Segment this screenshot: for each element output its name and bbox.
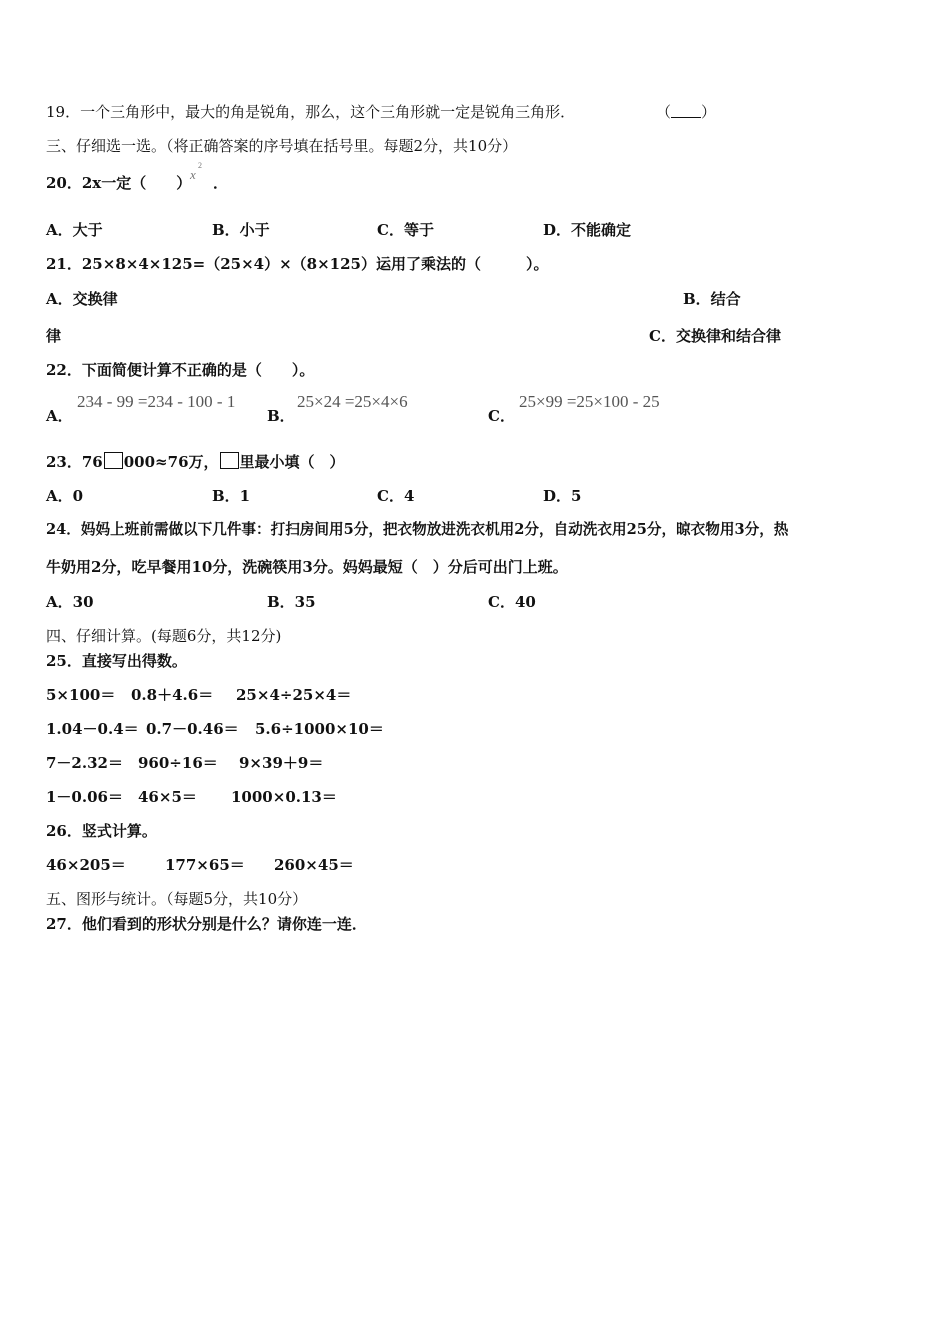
q22-option-b-label[interactable]: B． bbox=[267, 407, 295, 425]
q21-option-b[interactable]: B．结合 bbox=[683, 290, 741, 308]
section-3-heading: 三、仔细选一选。（将正确答案的序号填在括号里。每题2分，共10分） bbox=[46, 137, 518, 155]
calc-item: 260×45＝ bbox=[274, 856, 354, 874]
calc-item: 1－0.06＝ bbox=[46, 788, 123, 806]
q21-option-b-tail: 律 bbox=[46, 327, 62, 345]
calc-item: 0.8＋4.6＝ bbox=[131, 686, 214, 704]
answer-parentheses: （ ） bbox=[656, 103, 717, 121]
q21-option-c[interactable]: C．交换律和结合律 bbox=[649, 327, 781, 345]
blank-box[interactable] bbox=[220, 452, 239, 469]
section-4-heading: 四、仔细计算。(每题6分，共12分) bbox=[46, 627, 282, 645]
answer-blank[interactable] bbox=[671, 103, 701, 118]
q22-option-c-label[interactable]: C． bbox=[488, 407, 515, 425]
q21-option-a[interactable]: A．交换律 bbox=[46, 290, 118, 308]
calc-item: 7－2.32＝ bbox=[46, 754, 123, 772]
calc-item: 1000×0.13＝ bbox=[231, 788, 337, 806]
section-5-heading: 五、图形与统计。（每题5分，共10分） bbox=[46, 890, 308, 908]
q22-option-c-expression: 25×99 =25×100 - 25 bbox=[519, 392, 660, 411]
q20-option-c[interactable]: C．等于 bbox=[377, 221, 434, 239]
question-22-stem: 22．下面简便计算不正确的是（ ）。 bbox=[46, 361, 315, 379]
question-27: 27．他们看到的形状分别是什么？请你连一连． bbox=[46, 915, 367, 933]
question-19-text: 19．一个三角形中，最大的角是锐角，那么，这个三角形就一定是锐角三角形． bbox=[46, 103, 576, 121]
calc-item: 5×100＝ bbox=[46, 686, 116, 704]
calc-item: 46×5＝ bbox=[138, 788, 197, 806]
calc-item: 1.04－0.4＝ bbox=[46, 720, 139, 738]
blank-box[interactable] bbox=[104, 452, 123, 469]
q23-option-a[interactable]: A．0 bbox=[46, 487, 84, 505]
calc-item: 25×4÷25×4＝ bbox=[236, 686, 352, 704]
calc-item: 9×39＋9＝ bbox=[239, 754, 324, 772]
q22-option-b-expression: 25×24 =25×4×6 bbox=[297, 392, 408, 411]
q24-option-a[interactable]: A．30 bbox=[46, 593, 94, 611]
calc-item: 177×65＝ bbox=[165, 856, 245, 874]
q20-option-a[interactable]: A．大于 bbox=[46, 221, 103, 239]
q20-option-b[interactable]: B．小于 bbox=[212, 221, 270, 239]
calc-item: 46×205＝ bbox=[46, 856, 126, 874]
q22-option-a-label[interactable]: A． bbox=[46, 407, 73, 425]
question-21-stem: 21．25×8×4×125=（25×4）×（8×125）运用了乘法的（ ）。 bbox=[46, 255, 549, 273]
q24-option-c[interactable]: C．40 bbox=[488, 593, 536, 611]
calc-item: 960÷16＝ bbox=[138, 754, 218, 772]
q23-option-d[interactable]: D．5 bbox=[543, 487, 582, 505]
q20-option-d[interactable]: D．不能确定 bbox=[543, 221, 632, 239]
question-20-stem: 20．2x一定（ ） bbox=[46, 174, 192, 192]
question-24-line-2: 牛奶用2分，吃早餐用10分，洗碗筷用3分。妈妈最短（ ）分后可出门上班。 bbox=[46, 558, 568, 576]
q23-option-b[interactable]: B．1 bbox=[212, 487, 251, 505]
question-26-stem: 26．竖式计算。 bbox=[46, 822, 157, 840]
question-23: 23．76 000≈76万， 里最小填（ ） bbox=[46, 453, 345, 471]
q22-option-a-expression: 234 - 99 =234 - 100 - 1 bbox=[77, 392, 236, 411]
calc-item: 5.6÷1000×10＝ bbox=[255, 720, 384, 738]
q24-option-b[interactable]: B．35 bbox=[267, 593, 316, 611]
question-25-stem: 25．直接写出得数。 bbox=[46, 652, 187, 670]
question-24-line-1: 24．妈妈上班前需做以下几件事：打扫房间用5分，把衣物放进洗衣机用2分，自动洗衣用25分，晾衣物用3分，热 bbox=[46, 521, 789, 538]
q23-option-c[interactable]: C．4 bbox=[377, 487, 415, 505]
calc-item: 0.7－0.46＝ bbox=[146, 720, 239, 738]
question-19 bbox=[46, 102, 575, 122]
question-20-expression: x 2 bbox=[190, 161, 202, 182]
question-20-end: ． bbox=[213, 174, 229, 192]
